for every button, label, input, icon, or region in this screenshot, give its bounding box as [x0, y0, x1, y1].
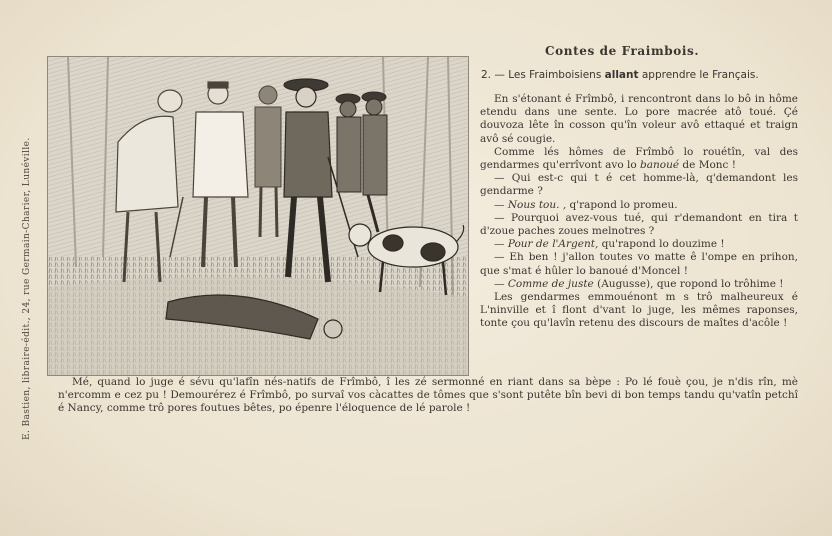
closing-paragraph-block — [58, 376, 798, 416]
paragraph-2-b: de Monc ! — [682, 159, 736, 172]
paragraph-2 — [480, 146, 798, 172]
paragraph-4-b: q'rapond lo promeu. — [569, 198, 678, 211]
story-title-post: apprendre le Français. — [641, 69, 759, 81]
paragraph-6-em: — Pour de l'Argent, — [494, 238, 599, 251]
series-title: Contes de Fraimbois. — [545, 44, 700, 58]
paragraph-4-em: — Nous tou. , — [494, 198, 567, 211]
paragraph-6-b: qu'rapond lo douzime ! — [601, 238, 725, 251]
paragraph-8-b: (Augusse), que ropond lo trôhime ! — [597, 277, 784, 290]
paragraph-8 — [480, 278, 798, 291]
paragraph-5: — Pourquoi avez-vous tué, qui r'demandont en tira t d'zoue paches zoues melnotres ? — [480, 211, 798, 238]
closing-paragraph: Mé, quand lo juge é sévu qu'lafîn nés-natifs de Frîmbô, î les zé sermonné en riant dans sa bèpe : Po lé fouè çou, je n'dis rîn, mè n'ercomm e cez pu ! Demourérez é Frîmbô, po survaî vos càcattes de tômes que s'sont putête bîn bevi di bon temps tandu qu'vatîn petchî é Nancy, comme trô pores foutues bêtes, po épenre l'éloquence de lé parole ! — [58, 376, 798, 415]
paragraph-4 — [480, 199, 798, 212]
paragraph-7: — Eh ben ! j'allon toutes vo matte ê l'ompe en prihon, que s'mat é hûler lo banoué d'Moncel ! — [480, 251, 798, 277]
story-title-bold: allant — [604, 69, 639, 81]
story-column — [480, 93, 798, 331]
paragraph-6 — [480, 238, 798, 251]
story-number: 2. — — [481, 69, 505, 81]
story-title-pre: Les Fraimboisiens — [508, 69, 602, 81]
paragraph-3: — Qui est-c qui t é cet homme-là, q'demandont les gendarme ? — [480, 172, 798, 198]
paragraph-2-a: Comme lés hômes de Frîmbô lo rouétîn, val des gendarmes qu'errîvont avo lo — [480, 145, 798, 172]
publisher-imprint: E. Bastien, libraire-édit., 24, rue Germain-Charier, Lunéville. — [22, 137, 32, 440]
engraving-scene — [48, 57, 468, 375]
paragraph-1: En s'étonant é Frîmbô, i rencontront dans lo bô in hôme etendu dans une sente. Lo pore macrée atô toué. Çé douvoza lête în cosson qu'în voleur avô ettaqué et traign avô sé cougie. — [480, 93, 798, 145]
paragraph-8-em: — Comme de juste — [494, 277, 594, 290]
paragraph-9: Les gendarmes emmouénont m s trô malheureux é L'ninville et î flont d'vant lo juge, les mêmes raponses, tonte çou qu'lavîn retenu des discours de maîtes d'acôle ! — [480, 291, 798, 330]
engraving-illustration — [47, 56, 469, 376]
story-title — [481, 69, 801, 81]
paragraph-2-em: banoué — [640, 159, 680, 172]
